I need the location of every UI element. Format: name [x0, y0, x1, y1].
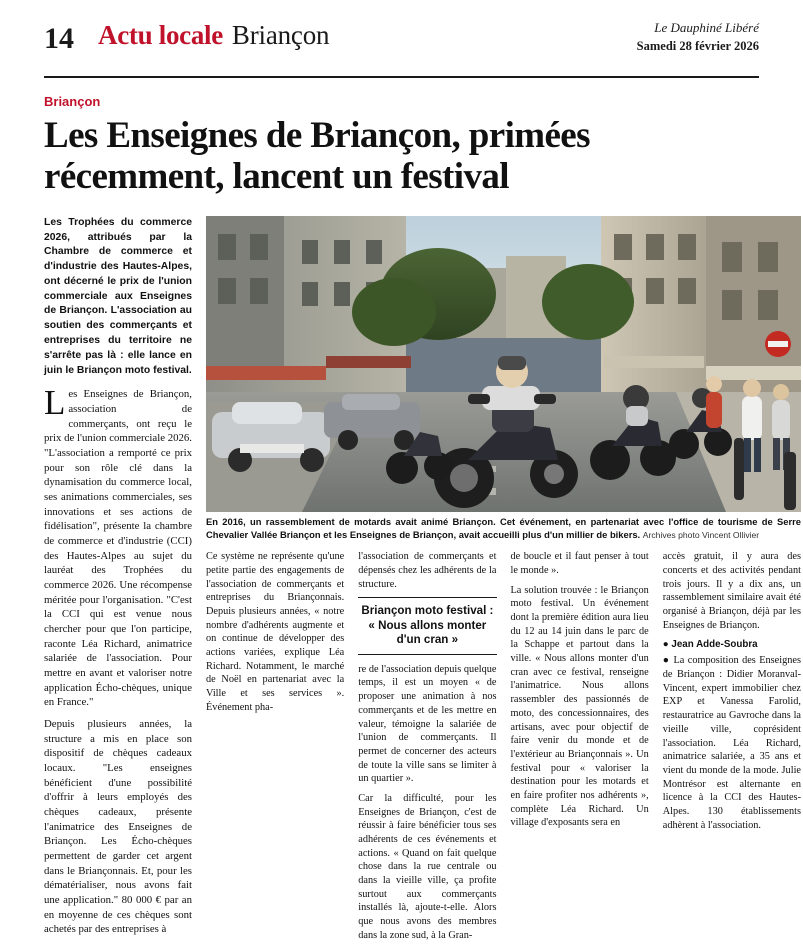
section-rubric: Actu locale	[98, 20, 223, 50]
article-column-2	[358, 550, 496, 948]
factbox-text: La composition des Enseignes de Briançon : Didier Moranval-Vincent, expert immobilier chez EXP et Vanessa Farolid, restauratrice au Gavroche dans la vieille ville, coprésident l'association. Léa Richard, animatrice salariée, a 35 ans et vient du monde de la mode. Julie Montrésor est alternante en licence à la CCI des Hautes-Alpes. 130 établissements adhèrent à l'association.	[662, 655, 801, 831]
article-kicker: Briançon	[44, 94, 101, 109]
left-column	[44, 216, 192, 949]
article-photo-wrap	[206, 216, 801, 541]
masthead	[44, 14, 759, 78]
paragraph-text: Ce système ne représente qu'une petite partie des engagements de l'association de commerçants et entreprises du Briançonnais. Depuis plusieurs années, « notre nombre d'adhérents augmente et on continue de développer des actions variées, explique Léa Richard. Notamment, le marché de Noël en partenariat avec la Ville et ses services ». Événement pha-	[206, 551, 345, 713]
paragraph-text: de boucle et il faut penser à tout le monde ».	[510, 551, 649, 576]
paragraph-text: La solution trouvée : le Briançon moto festival. Un événement dont la première édition aura lieu du 12 au 14 juin dans le parc de la Schappe et partout dans la ville. « Nous allons monter d'un cran avec ce festival, renseigne l'animatrice. Nous allons rassembler des passionnés de moto, des concessionnaires, des artisans, avec pour objectif de faire venir du monde et de l'extérieur au Briançonnais ». Un festival pour « valoriser la destination pour les motards et en faire profiter nos adhérents », complète Léa Richard. Un village d'exposants sera en	[510, 584, 649, 829]
paragraph-text: Car la difficulté, pour les Enseignes de Briançon, c'est de réussir à faire bénéficier tous ses adhérents de ces événements et actions. « Quand on fait quelque chose dans la rue centrale ou dans la vieille ville, ça profite surtout aux commerçants installés là, ajoute-t-elle. Alors que nous avons des membres dans la zone sud, à la Gran-	[358, 792, 497, 941]
photo-caption-text: En 2016, un rassemblement de motards avait animé Briançon. Cet événement, en partenariat avec l'office de tourisme de Serre Chevalier Vallée Briançon et les Enseignes de Briançon, avait accueilli plus d'un millier de bikers.	[206, 515, 801, 540]
left-column-text	[44, 383, 192, 937]
bullet-icon: ●	[662, 655, 674, 667]
photo-caption	[206, 516, 801, 541]
paragraph-text: Depuis plusieurs années, la structure a mis en place son dispositif de chèques cadeaux locaux. "Les enseignes bénéficient d'une possibilité d'offrir à leurs employés des chèques cadeaux, présente l'animatrice des Enseignes de Briançon. Les Écho-chèques permettent de garder cet argent dans le Briançonnais. Et, pour les dématérialiser, nous avons fait une application." 80 000 € par an en moyenne de ces chèques sont achetés par des entreprises à	[44, 718, 192, 936]
photo-credit: Archives photo Vincent Ollivier	[642, 529, 760, 540]
paragraph-text: es Enseignes de Briançon, association de commerçants, ont reçu le prix de l'union commerciale 2026. "L'association a remporté ce prix pour son rôle clé dans la dynamisation du commerce local, ses animations commerciales, ses innovations et ses actions de fidélisation", présente la chambre de commerce et d'industrie (CCI) des Hautes-Alpes au sujet du lauréat des Trophées du commerce 2026. Une récompense méritée pour l'organisation. "C'est la CCI qui est venue nous chercher pour que l'on participe, raconte Léa Richard, animatrice salariée de l'association. Pour mettre en avant et valoriser notre application Écho-chèques, unique en France."	[44, 388, 192, 709]
page-number: 14	[44, 22, 74, 55]
article-column-3	[511, 550, 649, 948]
paragraph-text: re de l'association depuis quelque temps, il est un moyen « de proposer une animation à nos commerçants et de les mettre en valeur, témoigne la salariée de l'union de commerçants. Il permet de concerner des acteurs de toute la ville sans se limiter à un quartier ».	[358, 663, 497, 785]
masthead-right	[637, 14, 759, 56]
paragraph-text: accès gratuit, il y aura des concerts et des activités pendant trois jours. Il y a dix ans, un rassemblement similaire avait été organisé à Briançon, déjà par les Enseignes de Briançon.	[662, 551, 801, 631]
drop-cap: L	[44, 383, 66, 423]
page-title: Les Enseignes de Briançon, primées récemment, lancent un festival	[44, 115, 590, 198]
author-name: Jean Adde-Soubra	[671, 639, 758, 651]
article-column-1	[206, 550, 344, 948]
article-columns	[206, 550, 801, 948]
right-column	[206, 216, 801, 949]
newspaper-page	[0, 14, 803, 941]
article-photo	[206, 216, 801, 512]
section-header	[98, 14, 329, 51]
article-body	[44, 216, 801, 949]
paragraph-text: l'association de commerçants et dépensés chez les adhérents de la structure.	[358, 551, 497, 590]
paper-name: Le Dauphiné Libéré	[654, 20, 759, 35]
article-column-4	[663, 550, 801, 948]
intertitle: Briançon moto festival : « Nous allons monter d'un cran »	[358, 597, 496, 654]
article-factbox	[663, 654, 801, 832]
article-signature: ● Jean Adde-Soubra	[662, 639, 758, 651]
article-standfirst: Les Trophées du commerce 2026, attribués par la Chambre de commerce et d'industrie des Hautes-Alpes, ont décerné le prix de l'union commerciale aux Enseignes de Briançon. L'association au soutien des commerçants et entreprises du territoire ne s'arrête pas là : elle lance en juin le Briançon moto festival.	[44, 216, 192, 376]
paper-date: Samedi 28 février 2026	[636, 38, 759, 53]
section-city: Briançon	[231, 20, 330, 50]
paragraph-dropcap	[44, 383, 192, 710]
